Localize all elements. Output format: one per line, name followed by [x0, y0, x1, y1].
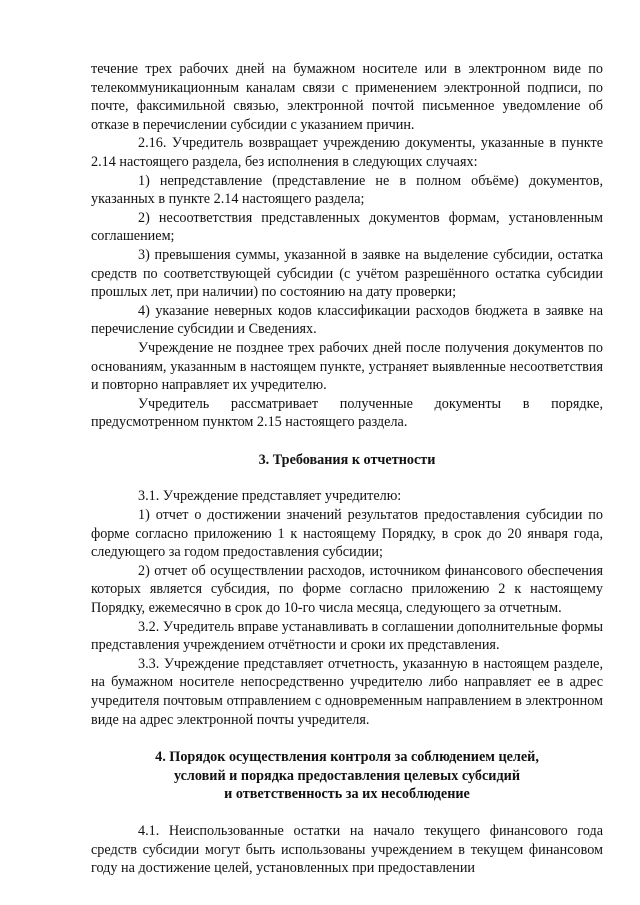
section-4-heading: [91, 748, 603, 804]
paragraph: Учреждение не позднее трех рабочих дней после получения документов по основаниям, указанным в настоящем пункте, устраняет выявленные несоответствия и повторно направляет их учредителю.: [91, 339, 603, 394]
paragraph: Учредитель рассматривает полученные документы в порядке, предусмотренном пунктом 2.15 настоящего раздела.: [91, 395, 603, 431]
paragraph: 2) несоответствия представленных документов формам, установленным соглашением;: [91, 209, 603, 245]
section-4-heading-line: условий и порядка предоставления целевых субсидий: [173, 767, 521, 784]
paragraph: течение трех рабочих дней на бумажном носителе или в электронном виде по телекоммуникационным каналам связи с применением электронной подписи, по почте, факсимильной связью, электронной почтой письменное уведомление об отказе в перечислении субсидии с указанием причин.: [91, 61, 603, 133]
section-3-heading: 3. Требования к отчетности: [258, 451, 436, 468]
paragraph: 2) отчет об осуществлении расходов, источником финансового обеспечения которых является субсидия, по форме согласно приложению 2 к настоящему Порядку, ежемесячно в срок до 10-го числа месяца, следующего за отчетным.: [91, 562, 603, 617]
paragraph: 1) непредставление (представление не в полном объёме) документов, указанных в пункте 2.14 настоящего раздела;: [91, 172, 603, 208]
paragraph: 4) указание неверных кодов классификации расходов бюджета в заявке на перечисление субсидии и Сведениях.: [91, 302, 603, 338]
section-4-heading-line: и ответственность за их несоблюдение: [224, 786, 470, 803]
paragraph: 4.1. Неиспользованные остатки на начало текущего финансового года средств субсидии могут быть использованы учреждением в текущем финансовом году на достижение целей, установленных при предоставлении: [91, 822, 603, 877]
section-4-heading-line: 4. Порядок осуществления контроля за соблюдением целей,: [155, 749, 539, 766]
paragraph: 1) отчет о достижении значений результатов предоставления субсидии по форме согласно приложению 1 к настоящему Порядку, в срок до 20 января года, следующего за годом предоставления субсидии;: [91, 507, 603, 561]
paragraph: 3.1. Учреждение представляет учредителю:: [138, 488, 402, 505]
paragraph: 3.3. Учреждение представляет отчетность, указанную в настоящем разделе, на бумажном носителе непосредственно учредителю либо направляет ее в адрес учредителя почтовым отправлением с одновременным направлением в электронном виде на адрес электронной почты учредителя.: [91, 655, 603, 728]
paragraph: 2.16. Учредитель возвращает учреждению документы, указанные в пункте 2.14 настоящего раздела, без исполнения в следующих случаях:: [91, 135, 603, 170]
document-page: [91, 60, 603, 878]
paragraph: 3) превышения суммы, указанной в заявке на выделение субсидии, остатка средств по соответствующей субсидии (с учётом разрешённого остатка субсидии прошлых лет, при наличии) по состоянию на дату проверки;: [91, 246, 603, 301]
paragraph: 3.2. Учредитель вправе устанавливать в соглашении дополнительные формы представления учреждением отчётности и сроки их представления.: [91, 618, 603, 654]
